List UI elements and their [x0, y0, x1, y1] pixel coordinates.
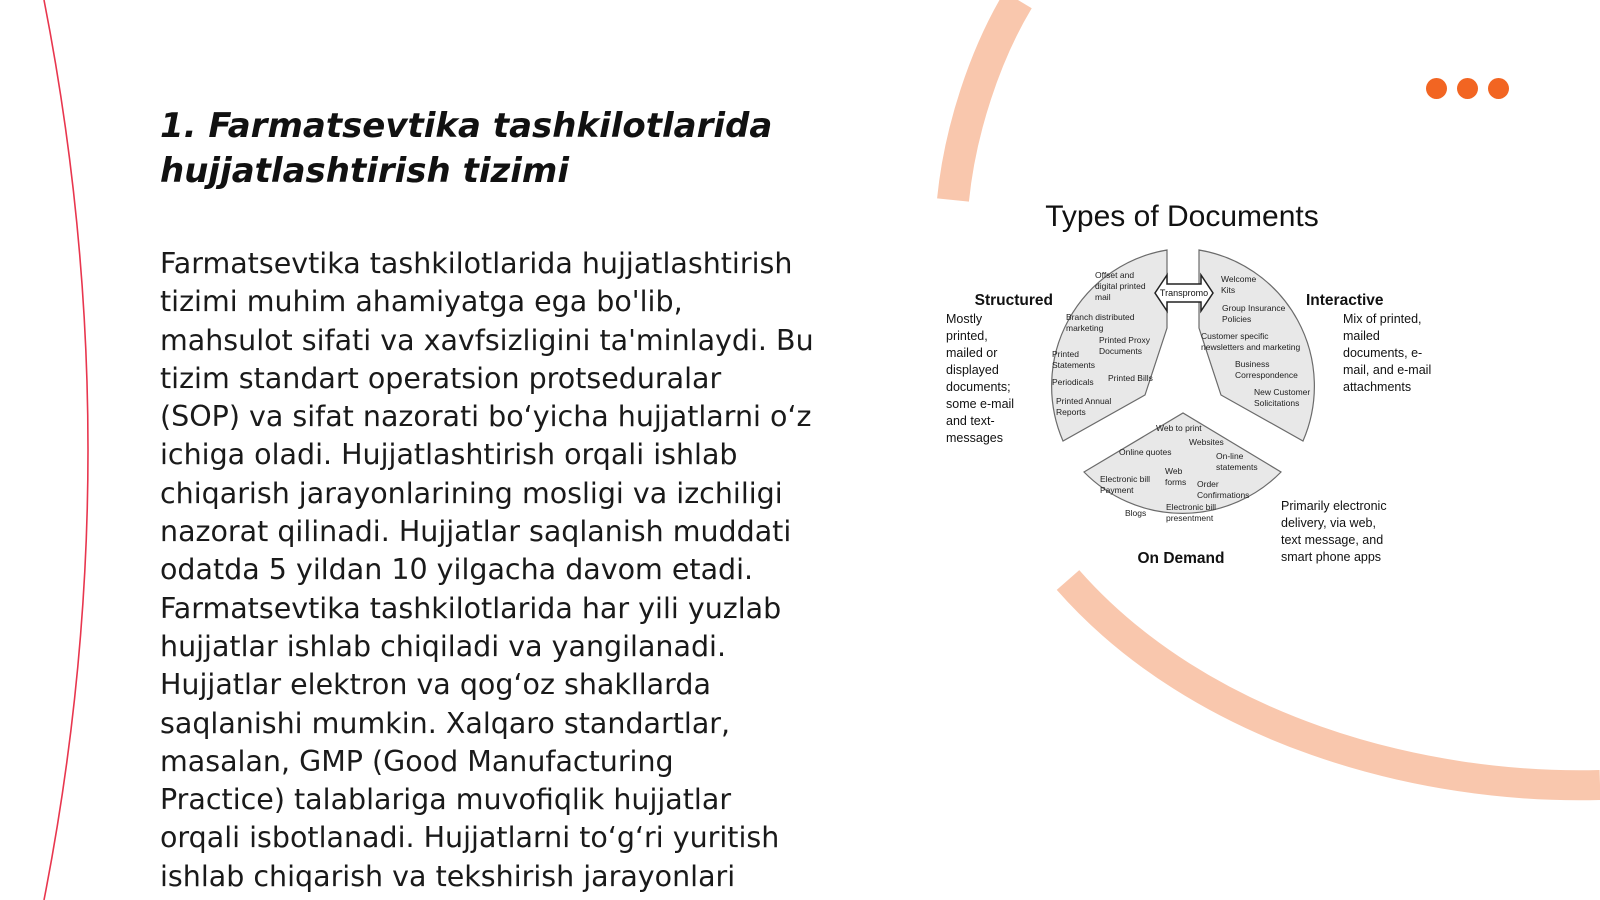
on-demand-item: On-line: [1216, 451, 1244, 461]
decorative-arc-bottom: [1068, 580, 1600, 785]
body-line: Farmatsevtika tashkilotlarida har yili yuzlab: [160, 591, 782, 625]
title-line: 1. Farmatsevtika tashkilotlarida: [160, 106, 773, 146]
body-line: tizim standart operatsion protseduralar: [160, 361, 722, 395]
interactive-item: Kits: [1221, 285, 1236, 295]
structured-item: Branch distributed: [1066, 312, 1135, 322]
body-line: Farmatsevtika tashkilotlarida hujjatlashtirish: [160, 247, 793, 280]
on-demand-description: [1281, 499, 1387, 564]
interactive-item: Correspondence: [1235, 370, 1298, 380]
accent-dot-icon: [1457, 78, 1478, 99]
interactive-description-line: documents, e-: [1343, 346, 1423, 360]
on-demand-item: Electronic bill: [1100, 474, 1151, 484]
on-demand-item: Websites: [1189, 437, 1224, 447]
structured-description-line: and text-: [946, 414, 995, 428]
structured-description-line: messages: [946, 431, 1003, 445]
structured-item: Printed Bills: [1108, 373, 1153, 383]
structured-item: Reports: [1056, 407, 1086, 417]
body-line: hujjatlar ishlab chiqiladi va yangilanadi.: [160, 629, 727, 663]
accent-dot-icon: [1488, 78, 1509, 99]
left-curve-line: [44, 0, 88, 900]
slide-body-text: [160, 245, 860, 896]
interactive-heading: Interactive: [1306, 292, 1384, 309]
center-label: Transpromo: [1159, 288, 1209, 298]
on-demand-item: Blogs: [1125, 508, 1147, 518]
on-demand-item: Web: [1165, 466, 1183, 476]
interactive-item: Welcome: [1221, 274, 1257, 284]
structured-item: Printed Proxy: [1099, 335, 1151, 345]
body-line: orqali isbotlanadi. Hujjatlarni to‘g‘ri yuritish: [160, 821, 780, 855]
structured-item: digital printed: [1095, 281, 1146, 291]
interactive-description-line: Mix of printed,: [1343, 312, 1422, 326]
structured-description-line: printed,: [946, 329, 988, 343]
structured-item: Statements: [1052, 360, 1095, 370]
interactive-item: Policies: [1222, 314, 1252, 324]
body-line: tizimi muhim ahamiyatga ega bo'lib,: [160, 285, 683, 319]
on-demand-description-line: Primarily electronic: [1281, 499, 1387, 513]
interactive-description-line: mail, and e-mail: [1343, 363, 1432, 377]
on-demand-item: Payment: [1100, 485, 1134, 495]
body-line: ishlab chiqarish va tekshirish jarayonlari: [160, 859, 736, 893]
accent-dot-icon: [1426, 78, 1447, 99]
interactive-description-line: attachments: [1343, 380, 1412, 394]
body-line: chiqarish jarayonlarining mosligi va izchiligi: [160, 476, 783, 510]
interactive-item: Customer specific: [1201, 331, 1269, 341]
interactive-item: Group Insurance: [1222, 303, 1286, 313]
interactive-item: Business: [1235, 359, 1270, 369]
on-demand-item: Order: [1197, 479, 1219, 489]
on-demand-heading: On Demand: [1137, 550, 1225, 567]
structured-item: Documents: [1099, 346, 1142, 356]
structured-item: Offset and: [1095, 270, 1135, 280]
interactive-description: [1343, 312, 1431, 394]
body-line: masalan, GMP (Good Manufacturing: [160, 744, 674, 778]
structured-item: Printed: [1052, 349, 1079, 359]
structured-description-line: some e-mail: [946, 397, 1015, 411]
on-demand-description-line: text message, and: [1281, 533, 1384, 547]
structured-heading: Structured: [974, 292, 1053, 309]
structured-description-line: Mostly: [946, 312, 983, 326]
structured-description-line: displayed: [946, 363, 999, 377]
structured-item: mail: [1095, 292, 1111, 302]
types-of-documents-diagram: [945, 195, 1470, 580]
on-demand-item: Electronic bill: [1166, 502, 1217, 512]
interactive-item: newsletters and marketing: [1201, 342, 1301, 352]
on-demand-item: Web to print: [1156, 423, 1202, 433]
body-line: (SOP) va sifat nazorati bo‘yicha hujjatlarni o‘z: [160, 400, 812, 434]
structured-item: Printed Annual: [1056, 396, 1112, 406]
body-line: Practice) talablariga muvofiqlik hujjatlar: [160, 783, 732, 817]
on-demand-item: Confirmations: [1197, 490, 1250, 500]
body-line: ichiga oladi. Hujjatlashtirish orqali ishlab: [160, 438, 738, 472]
structured-description-line: documents;: [946, 380, 1011, 394]
body-line: Hujjatlar elektron va qog‘oz shakllarda: [160, 668, 711, 702]
structured-item: Periodicals: [1052, 377, 1094, 387]
interactive-item: New Customer: [1254, 387, 1311, 397]
body-line: odatda 5 yildan 10 yilgacha davom etadi.: [160, 553, 754, 587]
body-line: mahsulot sifati va xavfsizligini ta'minlaydi. Bu: [160, 323, 814, 357]
ellipsis-dots: [1426, 78, 1509, 99]
slide-title: [160, 104, 860, 194]
on-demand-description-line: smart phone apps: [1281, 550, 1382, 564]
interactive-item: Solicitations: [1254, 398, 1300, 408]
diagram-title: Types of Documents: [1045, 200, 1319, 233]
on-demand-description-line: delivery, via web,: [1281, 516, 1376, 530]
body-line: saqlanishi mumkin. Xalqaro standartlar,: [160, 706, 731, 740]
interactive-description-line: mailed: [1343, 329, 1380, 343]
on-demand-item: forms: [1165, 477, 1187, 487]
structured-description-line: mailed or: [946, 346, 998, 360]
on-demand-item: presentment: [1166, 513, 1214, 523]
structured-item: marketing: [1066, 323, 1104, 333]
on-demand-item: Online quotes: [1119, 447, 1172, 457]
title-line: hujjatlashtirish tizimi: [160, 151, 569, 191]
on-demand-item: statements: [1216, 462, 1258, 472]
structured-description: [946, 312, 1014, 445]
body-line: nazorat qilinadi. Hujjatlar saqlanish muddati: [160, 515, 792, 549]
decorative-arc-top: [953, 0, 1018, 200]
